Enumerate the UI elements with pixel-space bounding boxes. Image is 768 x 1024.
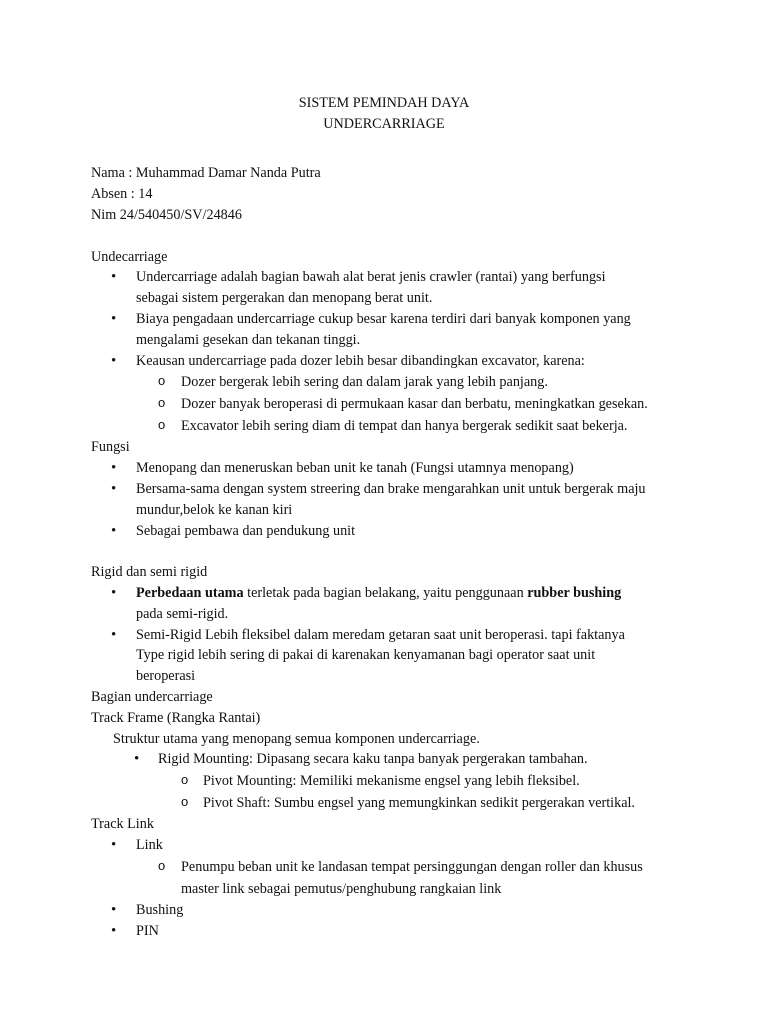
student-absen: Absen : 14 — [91, 186, 153, 203]
student-name: Nama : Muhammad Damar Nanda Putra — [91, 165, 321, 182]
sub-list-item: o Pivot Mounting: Memiliki mekanisme engsel yang lebih fleksibel. — [91, 770, 691, 792]
section-heading-track-link: Track Link — [91, 816, 154, 833]
list-item: • Biaya pengadaan undercarriage cukup besar karena terdiri dari banyak komponen yang mengalami gesekan dan tekanan tinggi. — [91, 309, 691, 351]
undercarriage-list — [91, 267, 691, 437]
list-item: • Bersama-sama dengan system streering dan brake mengarahkan unit untuk bergerak maju mundur,belok ke kanan kiri — [91, 479, 691, 521]
sub-list-item: o Pivot Shaft: Sumbu engsel yang memungkinkan sedikit pergerakan vertikal. — [91, 792, 691, 814]
fungsi-list — [91, 458, 691, 541]
list-item: • Menopang dan meneruskan beban unit ke tanah (Fungsi utamnya menopang) — [91, 458, 691, 479]
list-item: • Perbedaan utama terletak pada bagian belakang, yaitu penggunaan rubber bushing pada semi-rigid. — [91, 583, 691, 625]
document-body — [91, 93, 691, 941]
list-item: • Bushing — [91, 900, 691, 921]
sub-list-item: o Excavator lebih sering diam di tempat dan hanya bergerak sedikit saat bekerja. — [91, 415, 691, 437]
section-heading-bagian: Bagian undercarriage — [91, 688, 213, 705]
student-nim: Nim 24/540450/SV/24846 — [91, 206, 242, 223]
bold-term: Perbedaan utama — [136, 584, 244, 601]
list-item: • Undercarriage adalah bagian bawah alat berat jenis crawler (rantai) yang berfungsi sebagai sistem pergerakan dan menopang berat unit. — [91, 267, 691, 309]
bold-term: rubber bushing — [527, 584, 622, 601]
list-item: • Keausan undercarriage pada dozer lebih besar dibandingkan excavator, karena: — [91, 351, 691, 372]
rigid-list — [91, 583, 691, 687]
list-item: • PIN — [91, 921, 691, 942]
section-heading-undercarriage: Undecarriage — [91, 248, 168, 265]
track-frame-list — [91, 749, 691, 814]
section-heading-rigid: Rigid dan semi rigid — [91, 564, 208, 581]
sub-list-item: o Dozer bergerak lebih sering dan dalam jarak yang lebih panjang. — [91, 371, 691, 393]
track-frame-description: Struktur utama yang menopang semua komponen undercarriage. — [113, 730, 480, 747]
track-link-list — [91, 835, 691, 941]
list-item: • Link — [91, 835, 691, 856]
list-item: • Semi-Rigid Lebih fleksibel dalam meredam getaran saat unit beroperasi. tapi faktanya Type rigid lebih sering di pakai di karenakan kenyamanan bagi operator saat unit beroperasi — [91, 625, 691, 687]
sub-list-item: o Dozer banyak beroperasi di permukaan kasar dan berbatu, meningkatkan gesekan. — [91, 393, 691, 415]
list-item: • Rigid Mounting: Dipasang secara kaku tanpa banyak pergerakan tambahan. — [91, 749, 691, 770]
title-line-1: SISTEM PEMINDAH DAYA — [298, 95, 470, 111]
list-item: • Sebagai pembawa dan pendukung unit — [91, 521, 691, 542]
sub-heading-track-frame: Track Frame (Rangka Rantai) — [91, 709, 261, 726]
section-heading-fungsi: Fungsi — [91, 439, 130, 456]
sub-list-item: o Penumpu beban unit ke landasan tempat persinggungan dengan roller dan khusus master link sebagai pemutus/penghubung rangkaian link — [91, 856, 691, 900]
title-line-2: UNDERCARRIAGE — [323, 115, 445, 132]
document-title — [0, 93, 768, 135]
